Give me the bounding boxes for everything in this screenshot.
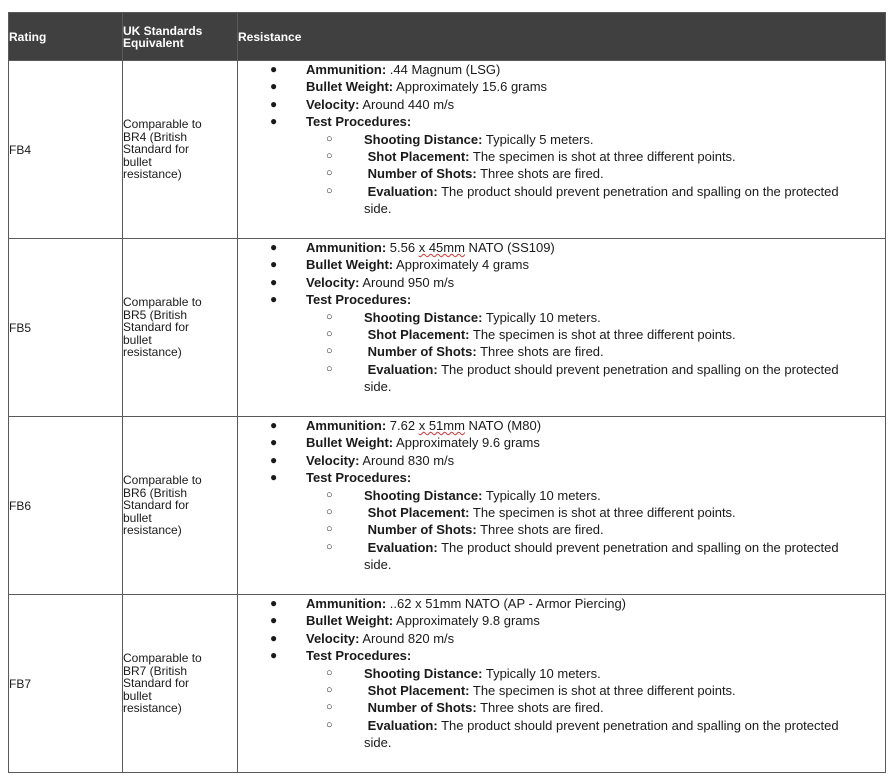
ammunition-label: Ammunition:: [306, 596, 387, 611]
bullet-icon: ●: [270, 292, 278, 307]
sub-list-item: [238, 665, 885, 682]
circle-bullet-icon: ○: [326, 540, 333, 553]
velocity-label: Velocity:: [306, 96, 360, 112]
ammunition-label: Ammunition:: [306, 240, 387, 255]
evaluation-value: The product should prevent penetration and spalling on the protected side.: [364, 361, 839, 395]
sub-list-item: [238, 487, 885, 504]
procedures-list: [306, 309, 885, 396]
evaluation-value: The product should prevent penetration and spalling on the protected side.: [364, 539, 839, 573]
weight-label: Bullet Weight:: [306, 435, 394, 451]
sub-list-item: [238, 504, 885, 521]
uk-text-line: bullet: [123, 688, 152, 703]
header-resistance: [238, 13, 886, 61]
placement-label: Shot Placement:: [367, 683, 470, 699]
uk-equivalent-cell: [123, 595, 238, 773]
shots-label: Number of Shots:: [367, 344, 477, 360]
table-header-row: [9, 13, 886, 61]
uk-equivalent-cell: [123, 417, 238, 595]
sub-list-item: [238, 699, 885, 716]
circle-bullet-icon: ○: [326, 718, 333, 731]
header-uk-line2: Equivalent: [123, 35, 184, 50]
uk-text-line: BR5 (British: [123, 307, 188, 322]
rating-cell: [9, 595, 123, 773]
distance-value: Typically 10 meters.: [485, 487, 601, 503]
shots-value: Three shots are fired.: [480, 522, 604, 538]
uk-text-line: Comparable to: [123, 473, 202, 488]
procedures-list: [306, 665, 885, 752]
ballistic-standards-table: [8, 12, 886, 773]
circle-bullet-icon: ○: [326, 488, 333, 501]
bullet-icon: ●: [270, 274, 278, 289]
velocity-value: Around 830 m/s: [362, 452, 455, 468]
uk-text-line: Standard for: [123, 320, 190, 335]
list-item: [238, 78, 885, 95]
weight-label: Bullet Weight:: [306, 79, 394, 95]
resistance-list: [238, 239, 885, 396]
uk-equivalent-cell: [123, 239, 238, 417]
resistance-list: [238, 417, 885, 574]
weight-value: Approximately 9.8 grams: [396, 613, 540, 629]
rating-cell: [9, 417, 123, 595]
bullet-icon: ●: [270, 613, 278, 628]
table-row: [9, 61, 886, 239]
bullet-icon: ●: [270, 630, 278, 645]
uk-text-line: bullet: [123, 332, 152, 347]
table-row: [9, 417, 886, 595]
velocity-value: Around 440 m/s: [362, 96, 455, 112]
list-item: [238, 96, 885, 113]
placement-value: The specimen is shot at three different points.: [472, 149, 736, 165]
uk-text-line: resistance): [123, 167, 182, 182]
ammunition-label: Ammunition:: [306, 418, 387, 433]
weight-value: Approximately 9.6 grams: [396, 435, 540, 451]
uk-text-line: resistance): [123, 523, 182, 538]
sub-list-item: [238, 717, 885, 752]
header-uk-equivalent: [123, 13, 238, 61]
circle-bullet-icon: ○: [326, 523, 333, 536]
uk-text-line: Standard for: [123, 498, 190, 513]
uk-text-line: Standard for: [123, 676, 190, 691]
list-item: [238, 434, 885, 451]
bullet-icon: ●: [270, 418, 278, 432]
resistance-cell: [238, 417, 886, 595]
shots-value: Three shots are fired.: [480, 166, 604, 182]
evaluation-label: Evaluation:: [367, 183, 438, 199]
rating-value: FB7: [9, 676, 32, 691]
uk-text-line: Standard for: [123, 142, 190, 157]
shots-label: Number of Shots:: [367, 166, 477, 182]
bullet-icon: ●: [270, 62, 278, 76]
velocity-label: Velocity:: [306, 630, 360, 646]
shots-value: Three shots are fired.: [480, 344, 604, 360]
circle-bullet-icon: ○: [326, 132, 333, 145]
uk-text-line: BR6 (British: [123, 485, 188, 500]
resistance-list: [238, 61, 885, 218]
sub-list-item: [238, 343, 885, 360]
table-row: [9, 239, 886, 417]
evaluation-label: Evaluation:: [367, 717, 438, 733]
bullet-icon: ●: [270, 648, 278, 663]
distance-value: Typically 10 meters.: [485, 665, 601, 681]
list-item: [238, 291, 885, 395]
rating-value: FB5: [9, 320, 32, 335]
sub-list-item: [238, 682, 885, 699]
circle-bullet-icon: ○: [326, 184, 333, 197]
bullet-icon: ●: [270, 96, 278, 111]
placement-value: The specimen is shot at three different points.: [472, 327, 736, 343]
spellcheck-underline: x 51mm: [418, 418, 465, 433]
procedures-list: [306, 131, 885, 218]
velocity-value: Around 950 m/s: [362, 274, 455, 290]
circle-bullet-icon: ○: [326, 328, 333, 341]
weight-label: Bullet Weight:: [306, 257, 394, 273]
circle-bullet-icon: ○: [326, 150, 333, 163]
ammunition-value: .44 Magnum (LSG): [389, 62, 501, 77]
resistance-cell: [238, 239, 886, 417]
header-uk-line1: UK Standards: [123, 23, 203, 38]
evaluation-label: Evaluation:: [367, 361, 438, 377]
placement-label: Shot Placement:: [367, 505, 470, 521]
uk-text-line: Comparable to: [123, 651, 202, 666]
list-item: [238, 595, 885, 612]
list-item: [238, 452, 885, 469]
sub-list-item: [238, 539, 885, 574]
bullet-icon: ●: [270, 79, 278, 94]
resistance-list: [238, 595, 885, 752]
bullet-icon: ●: [270, 114, 278, 129]
distance-label: Shooting Distance:: [364, 309, 483, 325]
bullet-icon: ●: [270, 596, 278, 610]
ammunition-label: Ammunition:: [306, 62, 387, 77]
circle-bullet-icon: ○: [326, 666, 333, 679]
resistance-cell: [238, 595, 886, 773]
list-item: [238, 113, 885, 217]
sub-list-item: [238, 148, 885, 165]
rating-value: FB6: [9, 498, 32, 513]
weight-label: Bullet Weight:: [306, 613, 394, 629]
distance-value: Typically 10 meters.: [485, 309, 601, 325]
shots-label: Number of Shots:: [367, 700, 477, 716]
shots-value: Three shots are fired.: [480, 700, 604, 716]
sub-list-item: [238, 326, 885, 343]
distance-label: Shooting Distance:: [364, 487, 483, 503]
circle-bullet-icon: ○: [326, 506, 333, 519]
rating-cell: [9, 239, 123, 417]
list-item: [238, 256, 885, 273]
list-item: [238, 239, 885, 256]
evaluation-value: The product should prevent penetration and spalling on the protected side.: [364, 717, 839, 751]
table-row: [9, 595, 886, 773]
circle-bullet-icon: ○: [326, 701, 333, 714]
velocity-label: Velocity:: [306, 452, 360, 468]
circle-bullet-icon: ○: [326, 167, 333, 180]
header-resistance-label: Resistance: [238, 29, 302, 44]
resistance-cell: [238, 61, 886, 239]
placement-value: The specimen is shot at three different points.: [472, 505, 736, 521]
circle-bullet-icon: ○: [326, 362, 333, 375]
uk-text-line: BR4 (British: [123, 129, 188, 144]
bullet-icon: ●: [270, 452, 278, 467]
bullet-icon: ●: [270, 435, 278, 450]
list-item: [238, 647, 885, 751]
rating-value: FB4: [9, 142, 32, 157]
ammunition-value: 5.56 x 45mm NATO (SS109): [389, 240, 555, 255]
uk-text-line: Comparable to: [123, 295, 202, 310]
sub-list-item: [238, 361, 885, 396]
spellcheck-underline: x 45mm: [418, 240, 465, 255]
list-item: [238, 469, 885, 573]
evaluation-label: Evaluation:: [367, 539, 438, 555]
distance-value: Typically 5 meters.: [485, 131, 594, 147]
bullet-icon: ●: [270, 470, 278, 485]
circle-bullet-icon: ○: [326, 310, 333, 323]
bullet-icon: ●: [270, 240, 278, 254]
list-item: [238, 630, 885, 647]
velocity-label: Velocity:: [306, 274, 360, 290]
ammunition-value: 7.62 x 51mm NATO (M80): [389, 418, 542, 433]
list-item: [238, 417, 885, 434]
weight-value: Approximately 4 grams: [396, 257, 529, 273]
uk-text-line: resistance): [123, 345, 182, 360]
sub-list-item: [238, 183, 885, 218]
uk-text-line: bullet: [123, 154, 152, 169]
header-rating-label: Rating: [9, 29, 47, 44]
circle-bullet-icon: ○: [326, 684, 333, 697]
placement-label: Shot Placement:: [367, 149, 470, 165]
uk-text-line: Comparable to: [123, 117, 202, 132]
uk-text-line: BR7 (British: [123, 663, 188, 678]
procedures-list: [306, 487, 885, 574]
uk-text-line: resistance): [123, 701, 182, 716]
evaluation-value: The product should prevent penetration and spalling on the protected side.: [364, 183, 839, 217]
velocity-value: Around 820 m/s: [362, 630, 455, 646]
shots-label: Number of Shots:: [367, 522, 477, 538]
circle-bullet-icon: ○: [326, 345, 333, 358]
placement-label: Shot Placement:: [367, 327, 470, 343]
procedures-label: Test Procedures:: [306, 292, 412, 308]
bullet-icon: ●: [270, 257, 278, 272]
placement-value: The specimen is shot at three different points.: [472, 683, 736, 699]
sub-list-item: [238, 131, 885, 148]
distance-label: Shooting Distance:: [364, 131, 483, 147]
uk-text-line: bullet: [123, 510, 152, 525]
ammunition-value: ..62 x 51mm NATO (AP - Armor Piercing): [389, 596, 627, 611]
weight-value: Approximately 15.6 grams: [396, 79, 548, 95]
rating-cell: [9, 61, 123, 239]
sub-list-item: [238, 521, 885, 538]
procedures-label: Test Procedures:: [306, 648, 412, 664]
header-rating: [9, 13, 123, 61]
uk-equivalent-cell: [123, 61, 238, 239]
sub-list-item: [238, 165, 885, 182]
procedures-label: Test Procedures:: [306, 470, 412, 486]
distance-label: Shooting Distance:: [364, 665, 483, 681]
sub-list-item: [238, 309, 885, 326]
procedures-label: Test Procedures:: [306, 114, 412, 130]
list-item: [238, 274, 885, 291]
list-item: [238, 612, 885, 629]
list-item: [238, 61, 885, 78]
